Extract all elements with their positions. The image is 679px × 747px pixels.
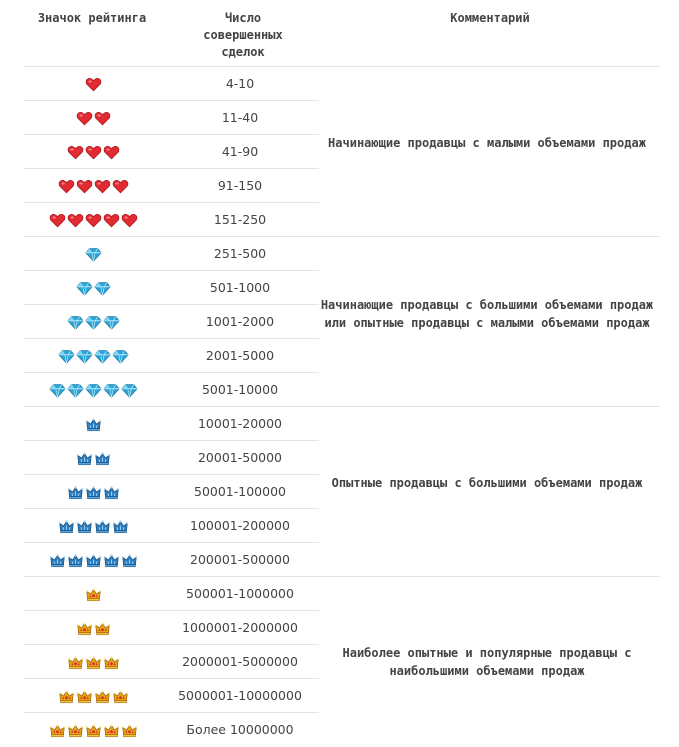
- table-row: [24, 474, 319, 509]
- heart-icon: [76, 110, 93, 127]
- header-comment: Комментарий: [450, 11, 530, 25]
- table-row: [24, 168, 319, 203]
- deals-range: 41-90: [221, 144, 259, 159]
- deals-range: 50001-100000: [194, 484, 286, 499]
- diamond-icon: [94, 348, 111, 365]
- deals-range: 1000001-2000000: [182, 620, 298, 635]
- table-row: [24, 338, 319, 373]
- table-row: [24, 304, 319, 339]
- table-row: [24, 134, 319, 169]
- heart-icon: [76, 178, 93, 195]
- table-row: [24, 66, 319, 101]
- deals-range: 1001-2000: [205, 314, 275, 329]
- deals-range: 251-500: [213, 246, 267, 261]
- heart-icon: [103, 144, 120, 161]
- deals-range: 2001-5000: [205, 348, 275, 363]
- rating-icons: [24, 645, 162, 679]
- crown-blue-icon: [121, 552, 138, 569]
- deals-range: 100001-200000: [190, 518, 290, 533]
- deals-range: 500001-1000000: [186, 586, 294, 601]
- rating-icons: [24, 577, 162, 611]
- crown-blue-icon: [85, 552, 102, 569]
- rating-icons: [24, 373, 162, 407]
- heart-icon: [85, 212, 102, 229]
- heart-icon: [94, 110, 111, 127]
- crown-gold-icon: [76, 688, 93, 705]
- deals-range: Более 10000000: [186, 722, 294, 737]
- rating-icons: [24, 169, 162, 203]
- crown-gold-icon: [85, 722, 102, 739]
- group-divider: [319, 576, 660, 577]
- crown-gold-icon: [121, 722, 138, 739]
- rating-icons: [24, 305, 162, 339]
- rating-icons: [24, 67, 162, 101]
- diamond-icon: [58, 348, 75, 365]
- rating-icons: [24, 475, 162, 509]
- table-row: [24, 508, 319, 543]
- crown-gold-icon: [67, 654, 84, 671]
- deals-range: 2000001-5000000: [182, 654, 298, 669]
- crown-blue-icon: [76, 450, 93, 467]
- crown-gold-icon: [67, 722, 84, 739]
- crown-blue-icon: [85, 484, 102, 501]
- crown-blue-icon: [94, 450, 111, 467]
- rating-icons: [24, 101, 162, 135]
- crown-blue-icon: [58, 518, 75, 535]
- group-comment: Опытные продавцы с большими объемами продаж: [331, 476, 643, 490]
- table-row: [24, 542, 319, 577]
- crown-gold-icon: [49, 722, 66, 739]
- rating-icons: [24, 543, 162, 577]
- deals-range: 5001-10000: [201, 382, 279, 397]
- heart-icon: [85, 76, 102, 93]
- crown-blue-icon: [76, 518, 93, 535]
- deals-range: 91-150: [217, 178, 263, 193]
- rating-icons: [24, 679, 162, 713]
- heart-icon: [94, 178, 111, 195]
- diamond-icon: [76, 348, 93, 365]
- crown-gold-icon: [94, 688, 111, 705]
- deals-range: 10001-20000: [197, 416, 283, 431]
- heart-icon: [49, 212, 66, 229]
- diamond-icon: [103, 314, 120, 331]
- diamond-icon: [94, 280, 111, 297]
- crown-blue-icon: [85, 416, 102, 433]
- crown-gold-icon: [85, 586, 102, 603]
- diamond-icon: [76, 280, 93, 297]
- table-row: [24, 406, 319, 441]
- group-comment: Начинающие продавцы с большими объемами продаж или опытные продавцы с малыми объемами продаж: [320, 298, 654, 330]
- deals-range: 5000001-10000000: [178, 688, 302, 703]
- heart-icon: [85, 144, 102, 161]
- deals-range: 11-40: [221, 110, 259, 125]
- crown-blue-icon: [94, 518, 111, 535]
- diamond-icon: [103, 382, 120, 399]
- deals-range: 501-1000: [209, 280, 271, 295]
- rating-icons: [24, 271, 162, 305]
- crown-gold-icon: [85, 654, 102, 671]
- rating-icons: [24, 237, 162, 271]
- crown-gold-icon: [112, 688, 129, 705]
- rating-icons: [24, 135, 162, 169]
- group-comment: Начинающие продавцы с малыми объемами продаж: [328, 136, 646, 150]
- group-divider: [319, 406, 660, 407]
- table-row: [24, 576, 319, 611]
- rating-icons: [24, 339, 162, 373]
- heart-icon: [67, 212, 84, 229]
- deals-range: 20001-50000: [197, 450, 283, 465]
- heart-icon: [103, 212, 120, 229]
- diamond-icon: [85, 382, 102, 399]
- heart-icon: [67, 144, 84, 161]
- diamond-icon: [67, 382, 84, 399]
- crown-blue-icon: [112, 518, 129, 535]
- diamond-icon: [112, 348, 129, 365]
- table-row: [24, 678, 319, 713]
- rating-icons: [24, 611, 162, 645]
- crown-gold-icon: [58, 688, 75, 705]
- table-row: [24, 644, 319, 679]
- group-divider: [319, 236, 660, 237]
- diamond-icon: [85, 246, 102, 263]
- table-row: [24, 372, 319, 407]
- crown-gold-icon: [94, 620, 111, 637]
- rating-icons: [24, 203, 162, 237]
- deals-range: 4-10: [225, 76, 255, 91]
- crown-gold-icon: [76, 620, 93, 637]
- rating-icons: [24, 509, 162, 543]
- rating-icons: [24, 441, 162, 475]
- diamond-icon: [85, 314, 102, 331]
- crown-blue-icon: [103, 484, 120, 501]
- diamond-icon: [67, 314, 84, 331]
- deals-range: 200001-500000: [190, 552, 290, 567]
- group-comment: Наиболее опытные и популярные продавцы с наибольшими объемами продаж: [342, 646, 632, 678]
- header-deals-count: Число совершенных сделок: [203, 11, 283, 59]
- group-divider: [319, 66, 660, 67]
- table-header: [0, 0, 679, 66]
- table-row: [24, 236, 319, 271]
- crown-blue-icon: [49, 552, 66, 569]
- table-row: [24, 440, 319, 475]
- crown-blue-icon: [103, 552, 120, 569]
- heart-icon: [121, 212, 138, 229]
- crown-gold-icon: [103, 722, 120, 739]
- diamond-icon: [121, 382, 138, 399]
- table-row: [24, 610, 319, 645]
- crown-gold-icon: [103, 654, 120, 671]
- heart-icon: [58, 178, 75, 195]
- deals-range: 151-250: [213, 212, 267, 227]
- table-row: [24, 100, 319, 135]
- diamond-icon: [49, 382, 66, 399]
- heart-icon: [112, 178, 129, 195]
- crown-blue-icon: [67, 552, 84, 569]
- table-row: [24, 270, 319, 305]
- crown-blue-icon: [67, 484, 84, 501]
- header-rating-icon: Значок рейтинга: [37, 11, 147, 25]
- table-row: [24, 202, 319, 237]
- rating-icons: [24, 407, 162, 441]
